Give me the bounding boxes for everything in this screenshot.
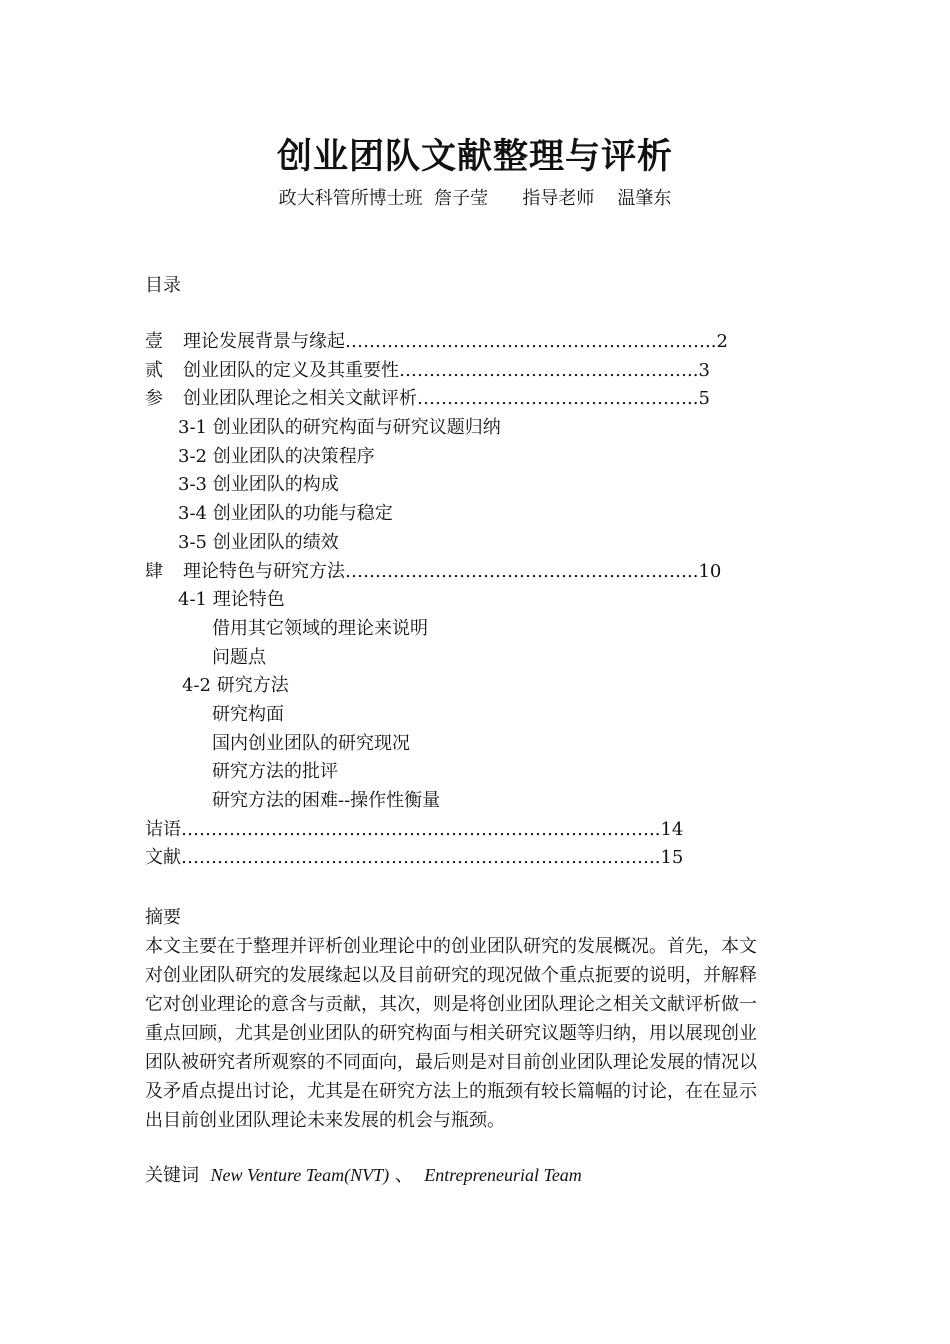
toc-page-number: ..10 bbox=[687, 560, 722, 582]
toc-entry bbox=[145, 816, 785, 845]
keyword-term: Entrepreneurial Team bbox=[424, 1165, 582, 1185]
toc-entry bbox=[145, 558, 785, 587]
toc-entry-marker: 肆 bbox=[145, 560, 163, 582]
toc-entry-marker: 壹 bbox=[145, 331, 163, 352]
abstract-line: 重点回顾，尤其是创业团队的研究构面与相关研究议题等归纳，用以展现创业 bbox=[145, 1023, 757, 1044]
toc-subentry: 3-5 创业团队的绩效 bbox=[178, 531, 339, 553]
toc-page-number: ..14 bbox=[649, 818, 684, 840]
toc-leader-dots: ……………………………………… bbox=[417, 388, 687, 410]
toc-subsubentry: 研究构面 bbox=[212, 703, 284, 725]
toc-subentry: 3-1 创业团队的研究构面与研究议题归纳 bbox=[178, 417, 501, 439]
abstract-line: 出目前创业团队理论未来发展的机会与瓶颈。 bbox=[145, 1110, 505, 1131]
toc-page-number: ..3 bbox=[687, 359, 710, 381]
toc-leader-dots: …………………………………………………………………… bbox=[181, 818, 649, 840]
toc-entry-marker: 参 bbox=[145, 388, 163, 410]
toc-subsubentry: 借用其它领域的理论来说明 bbox=[212, 617, 428, 639]
toc-leader-dots: ………………………………………… bbox=[399, 359, 687, 381]
toc-entry bbox=[145, 844, 785, 873]
toc-entry-text: 创业团队的定义及其重要性 bbox=[183, 359, 399, 381]
abstract-line: 及矛盾点提出讨论，尤其是在研究方法上的瓶颈有较长篇幅的讨论，在在显示 bbox=[145, 1081, 757, 1102]
toc-entry-text: 理论发展背景与缘起 bbox=[183, 331, 345, 352]
toc-subentry: 4-2 研究方法 bbox=[182, 675, 289, 697]
toc-subsubentry: 研究方法的困难--操作性衡量 bbox=[212, 790, 441, 811]
toc-entry-marker: 贰 bbox=[145, 359, 163, 381]
toc-subsubentry: 问题点 bbox=[212, 646, 266, 668]
toc-page-number: ..15 bbox=[649, 847, 684, 869]
toc-leader-dots: …………………………………………………… bbox=[345, 331, 705, 352]
toc-subentry: 3-3 创业团队的构成 bbox=[178, 474, 339, 496]
abstract-line: 本文主要在于整理并评析创业理论中的创业团队研究的发展概况。首先，本文 bbox=[145, 936, 757, 957]
toc-subsubentry: 国内创业团队的研究现况 bbox=[212, 732, 410, 754]
document-title: 创业团队文献整理与评析 bbox=[276, 136, 673, 177]
abstract-line: 团队被研究者所观察的不同面向，最后则是对目前创业团队理论发展的情况以 bbox=[145, 1052, 757, 1073]
toc-entry bbox=[145, 357, 785, 386]
author-line: 政大科管所博士班 詹子莹 指导老师 温肇东 bbox=[278, 188, 672, 209]
toc-subentry: 3-2 创业团队的决策程序 bbox=[178, 445, 375, 467]
keywords-line bbox=[145, 1161, 582, 1190]
keywords-label: 关键词 bbox=[145, 1165, 199, 1186]
toc-leader-dots: …………………………………………………………………… bbox=[181, 847, 649, 869]
abstract-line: 它对创业理论的意含与贡献，其次，则是将创业团队理论之相关文献评析做一 bbox=[145, 994, 757, 1015]
table-of-contents bbox=[145, 328, 785, 873]
toc-leader-dots: ………………………………………………… bbox=[345, 560, 687, 582]
keyword-term: New Venture Team(NVT) bbox=[210, 1165, 390, 1185]
toc-subentry: 4-1 理论特色 bbox=[178, 589, 285, 611]
abstract-body bbox=[145, 932, 807, 1135]
toc-entry-text: 文献 bbox=[145, 847, 181, 869]
toc-entry-text: 创业团队理论之相关文献评析 bbox=[183, 388, 417, 410]
toc-subentry: 3-4 创业团队的功能与稳定 bbox=[178, 503, 393, 525]
abstract-line: 对创业团队研究的发展缘起以及目前研究的现况做个重点扼要的说明，并解释 bbox=[145, 965, 757, 986]
toc-page-number: ..5 bbox=[687, 388, 710, 410]
toc-subsubentry: 研究方法的批评 bbox=[212, 761, 338, 783]
keyword-separator: 、 bbox=[394, 1165, 413, 1186]
toc-entry bbox=[145, 385, 785, 414]
toc-page-number: ..2 bbox=[705, 331, 728, 352]
toc-entry-text: 诘语 bbox=[145, 818, 181, 840]
toc-entry-text: 理论特色与研究方法 bbox=[183, 560, 345, 582]
abstract-heading: 摘要 bbox=[145, 907, 181, 928]
toc-entry bbox=[145, 328, 785, 357]
toc-heading: 目录 bbox=[145, 275, 181, 296]
